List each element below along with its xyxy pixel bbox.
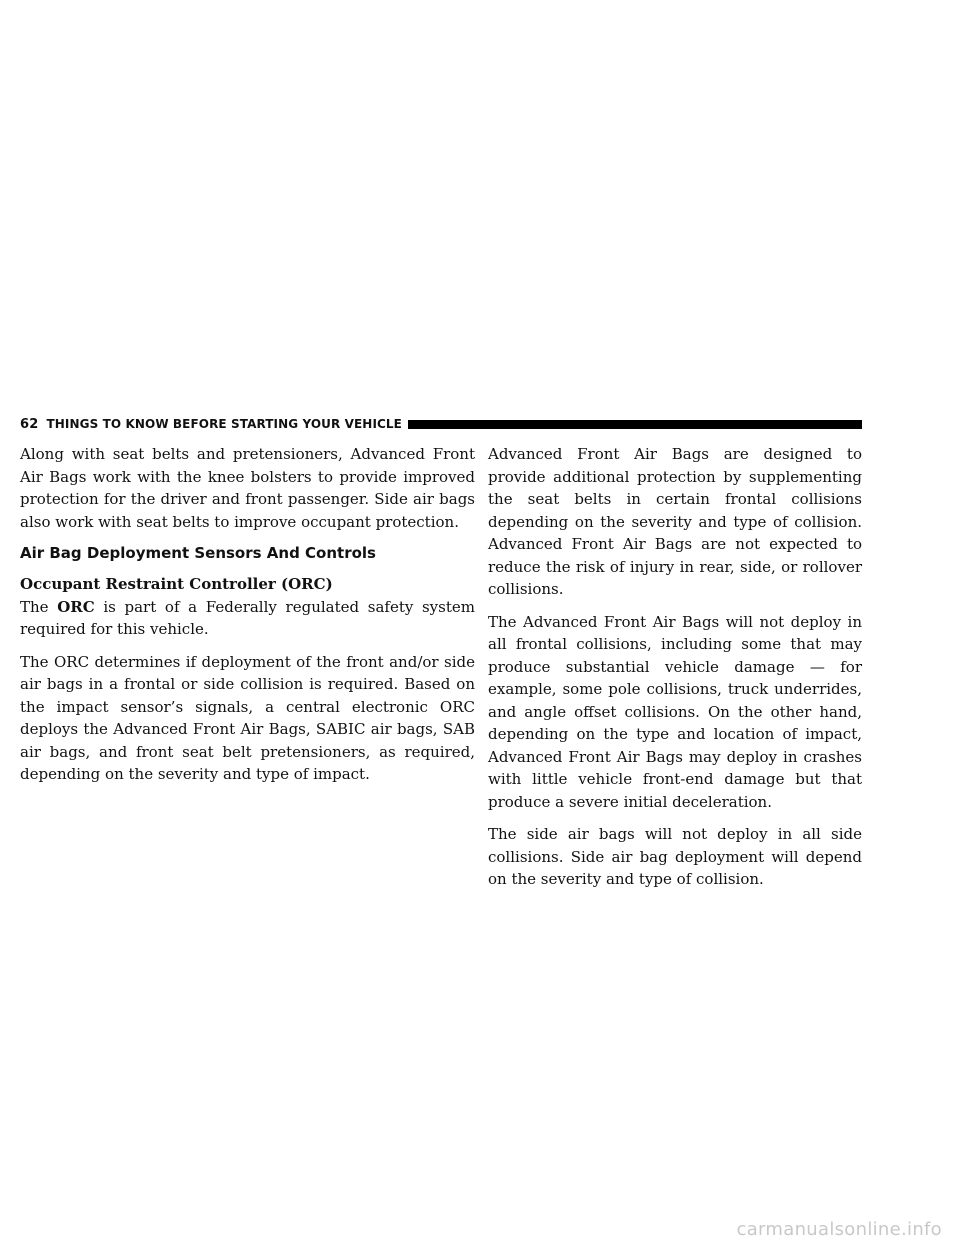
- running-head: THINGS TO KNOW BEFORE STARTING YOUR VEHICLE: [46, 417, 402, 431]
- header-rule: [408, 420, 862, 429]
- section-heading: Air Bag Deployment Sensors And Controls: [20, 544, 376, 562]
- watermark-link[interactable]: carmanualsonline.info: [736, 1219, 942, 1240]
- orc-paragraph: [20, 596, 475, 641]
- page-header: [20, 415, 862, 433]
- orc-bold-term: ORC: [57, 597, 95, 616]
- orc-rest: is part of a Federally regulated safety system required for this vehicle.: [20, 597, 475, 638]
- orc-prefix: The: [20, 597, 58, 616]
- intro-paragraph: Along with seat belts and pretensioners, Advanced Front Air Bags work with the knee bolsters to provide improved protection for the driver and front passenger. Side air bags also work with seat belts to improve occupant protection.: [20, 445, 475, 531]
- sub-heading: Occupant Restraint Controller (ORC): [20, 575, 333, 593]
- orc-determines-paragraph: The ORC determines if deployment of the front and/or side air bags in a frontal or side collision is required. Based on the impact sensor’s signals, a central electronic ORC deploys the Advanced Front Air Bags, SABIC air bags, SAB air bags, and front seat belt pretensioners, as required, depending on the severity and type of impact.: [20, 652, 475, 783]
- right-paragraph-2: The Advanced Front Air Bags will not deploy in all frontal collisions, including some that may produce substantial vehicle damage — for example, some pole collisions, truck underrides, and angle offset collisions. On the other hand, depending on the type and location of impact, Advanced Front Air Bags may deploy in crashes with little vehicle front-end damage but that produce a severe initial deceleration.: [488, 612, 862, 811]
- right-column: [488, 443, 862, 901]
- right-paragraph-3: The side air bags will not deploy in all side collisions. Side air bag deployment will depend on the severity and type of collision.: [488, 825, 862, 888]
- right-paragraph-1: Advanced Front Air Bags are designed to provide additional protection by supplementing the seat belts in certain frontal collisions depending on the severity and type of collision. Advanced Front Air Bags are not expected to reduce the risk of injury in rear, side, or rollover collisions.: [488, 445, 862, 598]
- page-number: 62: [20, 416, 39, 432]
- left-column: [20, 443, 475, 796]
